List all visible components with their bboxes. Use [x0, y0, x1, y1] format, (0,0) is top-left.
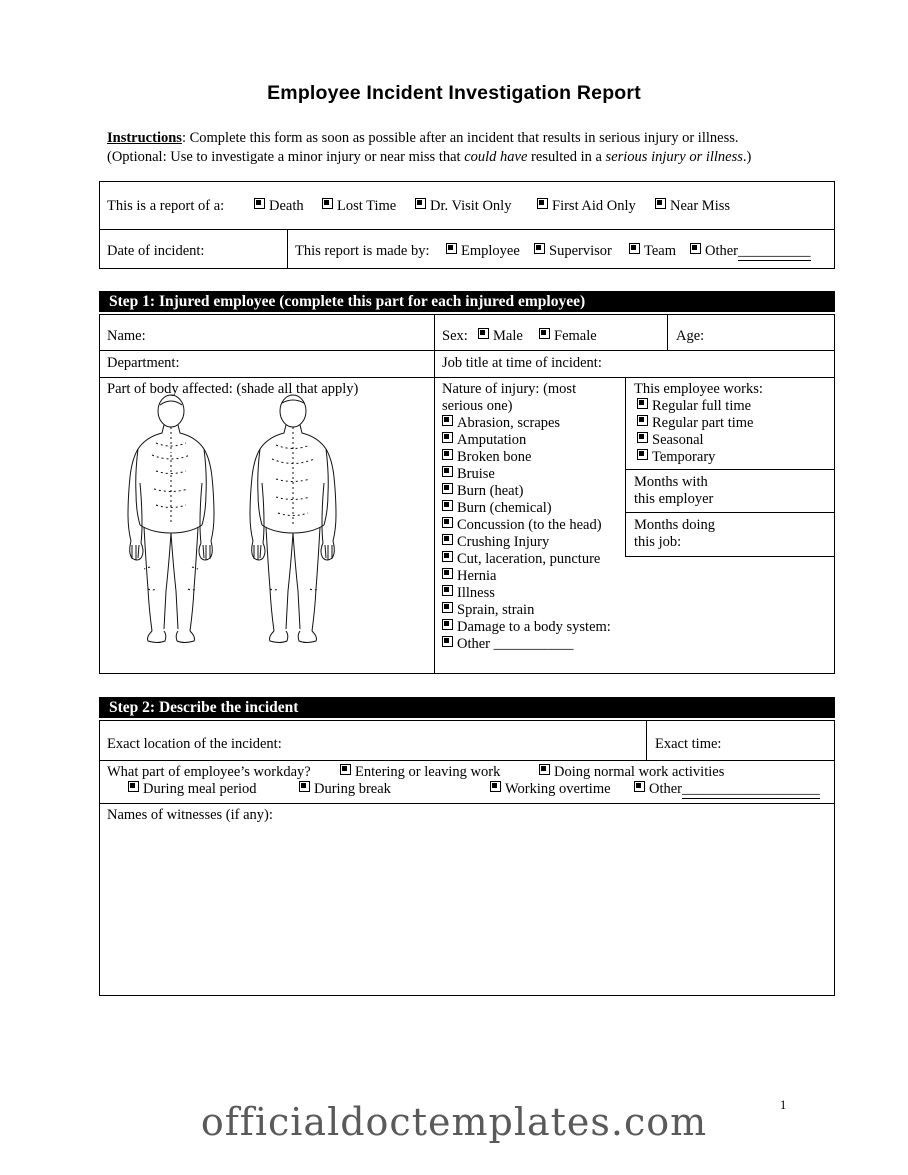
report-type-label: This is a report of a:: [107, 198, 225, 214]
checkbox-icon[interactable]: [442, 432, 453, 443]
option-label: Concussion (to the head): [457, 517, 602, 533]
months-employer-line2: this employer: [634, 491, 714, 507]
option-label: Male: [493, 328, 523, 344]
months-doing-job-field[interactable]: [634, 517, 824, 551]
checkbox-icon[interactable]: [537, 198, 548, 209]
nature-option-amputation[interactable]: [442, 432, 526, 449]
checkbox-icon[interactable]: [442, 585, 453, 596]
nature-option-abrasion[interactable]: [442, 415, 560, 432]
report-made-by-label: This report is made by:: [295, 243, 430, 259]
works-option-seasonal[interactable]: [637, 432, 704, 449]
table-divider: [667, 314, 668, 350]
option-label: Crushing Injury: [457, 534, 550, 550]
checkbox-icon[interactable]: [340, 764, 351, 775]
nature-option-hernia[interactable]: [442, 568, 496, 585]
option-label: Burn (heat): [457, 483, 524, 499]
checkbox-icon[interactable]: [637, 449, 648, 460]
witnesses-label: Names of witnesses (if any):: [107, 807, 273, 823]
table-divider: [625, 469, 835, 470]
nature-option-other[interactable]: [442, 636, 573, 653]
workday-option-entering-leaving[interactable]: [340, 764, 500, 781]
workday-option-overtime[interactable]: [490, 781, 611, 798]
option-label: Sprain, strain: [457, 602, 535, 618]
checkbox-icon[interactable]: [442, 534, 453, 545]
option-label: Burn (chemical): [457, 500, 552, 516]
step2-table: [99, 720, 835, 996]
made-by-option-team[interactable]: [629, 243, 676, 260]
checkbox-icon[interactable]: [442, 602, 453, 613]
table-divider: [646, 720, 647, 760]
report-type-option-lost-time[interactable]: [322, 198, 396, 215]
checkbox-icon[interactable]: [442, 415, 453, 426]
table-divider: [434, 314, 435, 674]
option-label: Entering or leaving work: [355, 764, 501, 780]
nature-option-crushing-injury[interactable]: [442, 534, 549, 551]
made-by-other-blank[interactable]: __________: [738, 243, 811, 259]
option-label: Illness: [457, 585, 495, 601]
checkbox-icon[interactable]: [655, 198, 666, 209]
nature-option-burn-heat[interactable]: [442, 483, 523, 500]
body-part-label: Part of body affected: (shade all that apply): [107, 381, 359, 397]
option-label: Other: [649, 781, 683, 797]
checkbox-icon[interactable]: [637, 415, 648, 426]
employee-works-label: This employee works:: [634, 381, 763, 397]
checkbox-icon[interactable]: [442, 500, 453, 511]
checkbox-icon[interactable]: [490, 781, 501, 792]
exact-location-label: Exact location of the incident:: [107, 736, 282, 752]
checkbox-icon[interactable]: [322, 198, 333, 209]
checkbox-icon[interactable]: [637, 432, 648, 443]
made-by-option-supervisor[interactable]: [534, 243, 612, 260]
checkbox-icon[interactable]: [539, 328, 550, 339]
option-label: Team: [644, 243, 676, 259]
nature-label-line1: Nature of injury: (most: [442, 381, 577, 397]
checkbox-icon[interactable]: [254, 198, 265, 209]
report-type-option-dr-visit-only[interactable]: [415, 198, 511, 215]
checkbox-icon[interactable]: [442, 619, 453, 630]
nature-of-injury-label: [442, 381, 617, 415]
sex-option-male[interactable]: [478, 328, 523, 345]
option-label: Female: [554, 328, 597, 344]
option-label: Broken bone: [457, 449, 532, 465]
report-type-option-first-aid-only[interactable]: [537, 198, 636, 215]
workday-option-normal-activities[interactable]: [539, 764, 724, 781]
option-label: During break: [314, 781, 391, 797]
nature-option-bruise[interactable]: [442, 466, 495, 483]
works-option-temporary[interactable]: [637, 449, 715, 466]
option-label: First Aid Only: [552, 198, 636, 214]
checkbox-icon[interactable]: [442, 483, 453, 494]
checkbox-icon[interactable]: [442, 551, 453, 562]
nature-option-broken-bone[interactable]: [442, 449, 532, 466]
instructions-line2-pre: (Optional: Use to investigate a minor injury or near miss that: [107, 149, 465, 165]
sex-option-female[interactable]: [539, 328, 597, 345]
checkbox-icon[interactable]: [534, 243, 545, 254]
checkbox-icon[interactable]: [128, 781, 139, 792]
instructions-line2-end: .): [742, 149, 752, 165]
checkbox-icon[interactable]: [442, 449, 453, 460]
table-divider: [625, 512, 835, 513]
option-label: Near Miss: [670, 198, 731, 214]
option-label: Seasonal: [652, 432, 704, 448]
made-by-option-other[interactable]: [690, 243, 811, 261]
option-label: Dr. Visit Only: [430, 198, 512, 214]
nature-option-concussion[interactable]: [442, 517, 602, 534]
checkbox-icon[interactable]: [634, 781, 645, 792]
table-divider: [99, 803, 835, 804]
option-label: Abrasion, scrapes: [457, 415, 561, 431]
instructions-line2-ital: could have: [464, 149, 528, 165]
age-label: Age:: [676, 328, 705, 344]
option-label: Amputation: [457, 432, 527, 448]
checkbox-icon[interactable]: [629, 243, 640, 254]
job-title-label: Job title at time of incident:: [442, 355, 602, 371]
checkbox-icon[interactable]: [690, 243, 701, 254]
table-divider: [99, 377, 835, 378]
option-label: Doing normal work activities: [554, 764, 725, 780]
nature-option-body-system-damage[interactable]: [442, 619, 611, 636]
table-divider: [625, 556, 835, 557]
checkbox-icon[interactable]: [442, 517, 453, 528]
months-with-employer-field[interactable]: [634, 474, 824, 508]
date-of-incident-label: Date of incident:: [107, 243, 205, 259]
report-type-option-near-miss[interactable]: [655, 198, 730, 215]
table-divider: [99, 350, 835, 351]
option-label: Lost Time: [337, 198, 397, 214]
checkbox-icon[interactable]: [415, 198, 426, 209]
option-label: Death: [269, 198, 304, 214]
instructions-line2-post: resulted in a: [527, 149, 606, 165]
months-job-line1: Months doing: [634, 517, 715, 533]
checkbox-icon[interactable]: [539, 764, 550, 775]
instructions-label: Instructions: [107, 130, 182, 146]
nature-option-cut-laceration[interactable]: [442, 551, 600, 568]
page-number: 1: [780, 1098, 787, 1112]
watermark: officialdoctemplates.com: [200, 1100, 708, 1144]
body-diagram[interactable]: [108, 393, 368, 653]
workday-other-blank[interactable]: ___________________: [682, 781, 820, 797]
workday-option-other[interactable]: [634, 781, 820, 799]
option-label: Bruise: [457, 466, 495, 482]
instructions-line1: : Complete this form as soon as possible after an incident that results in serious injury or illness.: [181, 130, 739, 146]
table-divider: [287, 229, 288, 269]
option-label: Regular part time: [652, 415, 754, 431]
option-label: Other: [705, 243, 739, 259]
checkbox-icon[interactable]: [442, 568, 453, 579]
months-job-line2: this job:: [634, 534, 682, 550]
months-employer-line1: Months with: [634, 474, 708, 490]
option-label: Other ___________: [457, 636, 574, 652]
exact-time-label: Exact time:: [655, 736, 722, 752]
works-option-regular-part-time[interactable]: [637, 415, 753, 432]
checkbox-icon[interactable]: [446, 243, 457, 254]
nature-option-sprain-strain[interactable]: [442, 602, 534, 619]
page-title: Employee Incident Investigation Report: [267, 82, 641, 104]
checkbox-icon[interactable]: [442, 466, 453, 477]
works-option-regular-full-time[interactable]: [637, 398, 751, 415]
made-by-option-employee[interactable]: [446, 243, 520, 260]
option-label: Cut, laceration, puncture: [457, 551, 601, 567]
report-type-option-death[interactable]: [254, 198, 304, 215]
option-label: During meal period: [143, 781, 257, 797]
nature-label-line2: serious one): [442, 398, 513, 414]
nature-option-burn-chemical[interactable]: [442, 500, 552, 517]
option-label: Hernia: [457, 568, 497, 584]
sex-label: Sex:: [442, 328, 468, 344]
option-label: Employee: [461, 243, 520, 259]
option-label: Supervisor: [549, 243, 612, 259]
table-divider: [99, 760, 835, 761]
name-label: Name:: [107, 328, 146, 344]
instructions-line2-ital2: serious injury or illness: [605, 149, 743, 165]
table-divider: [625, 377, 626, 557]
checkbox-icon[interactable]: [637, 398, 648, 409]
workday-option-break[interactable]: [299, 781, 391, 798]
option-label: Regular full time: [652, 398, 752, 414]
option-label: Working overtime: [505, 781, 611, 797]
option-label: Temporary: [652, 449, 716, 465]
checkbox-icon[interactable]: [442, 636, 453, 647]
nature-option-illness[interactable]: [442, 585, 495, 602]
workday-option-meal-period[interactable]: [128, 781, 257, 798]
table-divider: [99, 229, 835, 230]
instructions-block: [107, 129, 807, 167]
checkbox-icon[interactable]: [478, 328, 489, 339]
step2-header: Step 2: Describe the incident: [99, 697, 835, 718]
checkbox-icon[interactable]: [299, 781, 310, 792]
workday-label: What part of employee’s workday?: [107, 764, 311, 780]
department-label: Department:: [107, 355, 180, 371]
step1-header: Step 1: Injured employee (complete this part for each injured employee): [99, 291, 835, 312]
option-label: Damage to a body system:: [457, 619, 611, 635]
